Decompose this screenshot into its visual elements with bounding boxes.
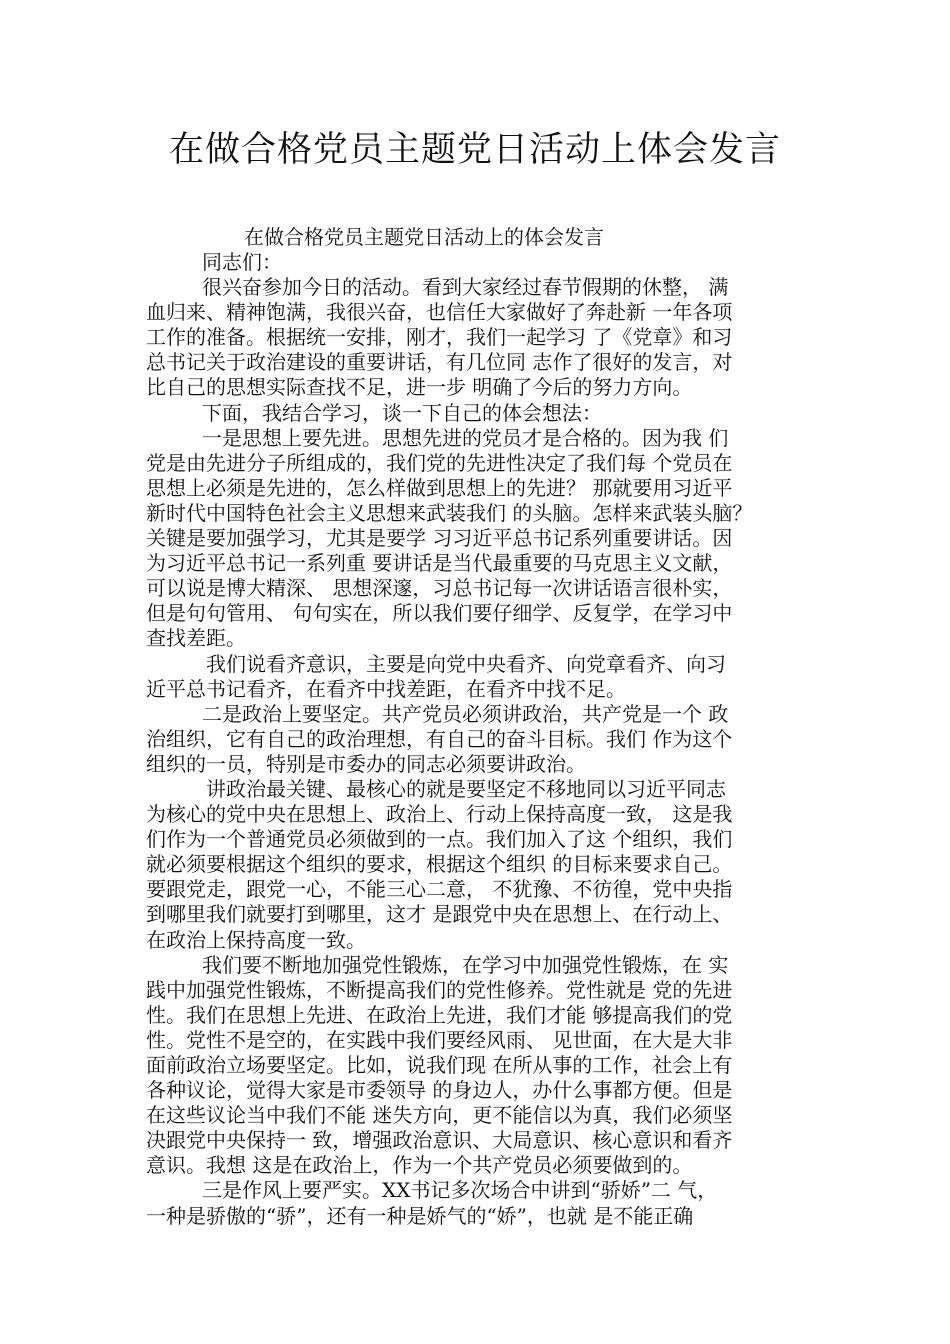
body-line: 新时代中国特色社会主义思想来武装我们 的头脑。怎样来武装头脑？ (146, 500, 753, 525)
body-line: 性。我们在思想上先进、在政治上先进，我们才能 够提高我们的党 (146, 1002, 733, 1027)
body-line: 二是政治上要坚定。共产党员必须讲政治，共产党是一个 政 (202, 701, 729, 726)
body-line: 下面，我结合学习，谈一下自己的体会想法： (202, 400, 602, 425)
body-line: 性。党性不是空的，在实践中我们要经风雨、 见世面，在大是大非 (146, 1027, 733, 1052)
body-line: 在政治上保持高度一致。 (146, 927, 366, 952)
body-line: 血归来、精神饱满，我很兴奋，也信任大家做好了奔赴新 一年各项 (146, 300, 733, 325)
body-line: 们作为一个普通党员必须做到的一点。我们加入了这 个组织，我们 (146, 827, 733, 852)
body-line: 但是句句管用、 句句实在，所以我们要仔细学、反复学，在学习中 (146, 601, 733, 626)
body-line: 党是由先进分子所组成的，我们党的先进性决定了我们每 个党员在 (146, 450, 733, 475)
body-line: 在这些议论当中我们不能 迷失方向，更不能信以为真，我们必须坚 (146, 1103, 733, 1128)
body-line: 意识。我想 这是在政治上，作为一个共产党员必须要做到的。 (146, 1153, 693, 1178)
body-line: 要跟党走，跟党一心，不能三心二意， 不犹豫、不彷徨，党中央指 (146, 877, 733, 902)
document-title: 在做合格党员主题党日活动上体会发言 (168, 130, 781, 170)
body-line: 比自己的思想实际查找不足，进一步 明确了今后的努力方向。 (146, 375, 693, 400)
body-line: 一是思想上要先进。思想先进的党员才是合格的。因为我 们 (202, 425, 729, 450)
body-line: 关键是要加强学习，尤其是要学 习习近平总书记系列重要讲话。因 (146, 526, 733, 551)
body-line: 治组织，它有自己的政治理想，有自己的奋斗目标。我们 作为这个 (146, 726, 733, 751)
body-line: 思想上必须是先进的，怎么样做到思想上的先进？ 那就要用习近平 (146, 475, 733, 500)
body-line: 近平总书记看齐，在看齐中找差距，在看齐中找不足。 (146, 676, 626, 701)
body-line: 为核心的党中央在思想上、政治上、行动上保持高度一致， 这是我 (146, 802, 733, 827)
body-line: 为习近平总书记一系列重 要讲话是当代最重要的马克思主义文献， (146, 551, 733, 576)
document-subtitle: 在做合格党员主题党日活动上的体会发言 (244, 225, 604, 249)
body-line: 一种是骄傲的“骄”，还有一种是娇气的“娇”，也就 是不能正确 (146, 1203, 694, 1228)
body-line: 到哪里我们就要打到哪里，这才 是跟党中央在思想上、在行动上、 (146, 902, 733, 927)
body-line: 可以说是博大精深、 思想深邃，习总书记每一次讲话语言很朴实， (146, 576, 733, 601)
body-line: 工作的准备。根据统一安排，刚才，我们一起学习 了《党章》和习 (146, 325, 733, 350)
body-line: 各种议论，觉得大家是市委领导 的身边人，办什么事都方便。但是 (146, 1078, 733, 1103)
body-line: 践中加强党性锻炼，不断提高我们的党性修养。党性就是 党的先进 (146, 977, 733, 1002)
body-line: 我们要不断地加强党性锻炼，在学习中加强党性锻炼，在 实 (202, 952, 729, 977)
document-body (146, 250, 826, 1229)
body-line: 就必须要根据这个组织的要求，根据这个组织 的目标来要求自己。 (146, 852, 733, 877)
body-line: 同志们： (202, 250, 282, 274)
body-line: 组织的一员，特别是市委办的同志必须要讲政治。 (146, 751, 586, 776)
body-line: 决跟党中央保持一 致，增强政治意识、大局意识、核心意识和看齐 (146, 1128, 733, 1153)
body-line: 面前政治立场要坚定。比如，说我们现 在所从事的工作，社会上有 (146, 1053, 733, 1077)
body-line: 我们说看齐意识，主要是向党中央看齐、向党章看齐、向习 (206, 651, 726, 676)
body-line: 查找差距。 (146, 626, 246, 651)
body-line: 总书记关于政治建设的重要讲话，有几位同 志作了很好的发言，对 (146, 350, 733, 375)
body-line: 很兴奋参加今日的活动。看到大家经过春节假期的休整， 满 (202, 275, 729, 300)
body-line: 三是作风上要严实。XX书记多次场合中讲到“骄娇”二 气， (202, 1178, 718, 1203)
body-line: 讲政治最关键、最核心的就是要坚定不移地同以习近平同志 (206, 776, 726, 801)
